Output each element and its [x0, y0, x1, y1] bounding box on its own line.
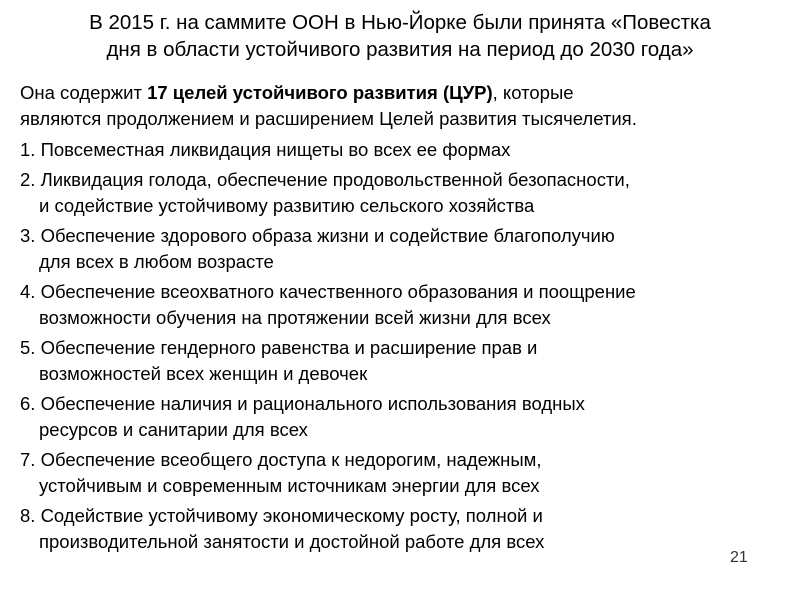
slide-body: [20, 80, 790, 559]
goal-line: 8. Содействие устойчивому экономическому росту, полной и: [20, 505, 543, 526]
goal-line: 4. Обеспечение всеохватного качественного образования и поощрение: [20, 281, 636, 302]
intro-paragraph: [20, 80, 790, 132]
goal-line: производительной занятости и достойной работе для всех: [39, 531, 545, 552]
goal-line: 6. Обеспечение наличия и рационального использования водных: [20, 393, 585, 414]
intro-text: , которые: [492, 82, 574, 103]
goal-line: возможности обучения на протяжении всей жизни для всех: [39, 307, 551, 328]
goal-item-4: [20, 279, 790, 331]
goal-item-2: [20, 167, 790, 219]
goal-item-8: [20, 503, 790, 555]
goal-line: 2. Ликвидация голода, обеспечение продовольственной безопасности,: [20, 169, 630, 190]
goal-line: и содействие устойчивому развитию сельского хозяйства: [39, 195, 535, 216]
slide-title: [20, 9, 780, 63]
goal-line: устойчивым и современным источникам энергии для всех: [39, 475, 540, 496]
goal-item-7: [20, 447, 790, 499]
goal-line: 3. Обеспечение здорового образа жизни и содействие благополучию: [20, 225, 615, 246]
slide-number: 21: [730, 549, 748, 566]
intro-text: Она содержит: [20, 82, 148, 103]
goal-line: 1. Повсеместная ликвидация нищеты во всех ее формах: [20, 139, 511, 160]
intro-line: [20, 80, 790, 106]
goal-line: возможностей всех женщин и девочек: [39, 363, 368, 384]
intro-line: являются продолжением и расширением Целей развития тысячелетия.: [20, 108, 637, 129]
goal-item-1: [20, 137, 790, 163]
intro-bold-text: 17 целей устойчивого развития (ЦУР): [147, 82, 493, 103]
goal-item-6: [20, 391, 790, 443]
goal-line: 7. Обеспечение всеобщего доступа к недорогим, надежным,: [20, 449, 542, 470]
title-line: В 2015 г. на саммите ООН в Нью-Йорке были принята «Повестка: [89, 11, 711, 34]
goal-line: для всех в любом возрасте: [39, 251, 274, 272]
goal-item-3: [20, 223, 790, 275]
goal-item-5: [20, 335, 790, 387]
goal-line: 5. Обеспечение гендерного равенства и расширение прав и: [20, 337, 538, 358]
title-line: дня в области устойчивого развития на период до 2030 года»: [106, 38, 694, 61]
goal-line: ресурсов и санитарии для всех: [39, 419, 308, 440]
